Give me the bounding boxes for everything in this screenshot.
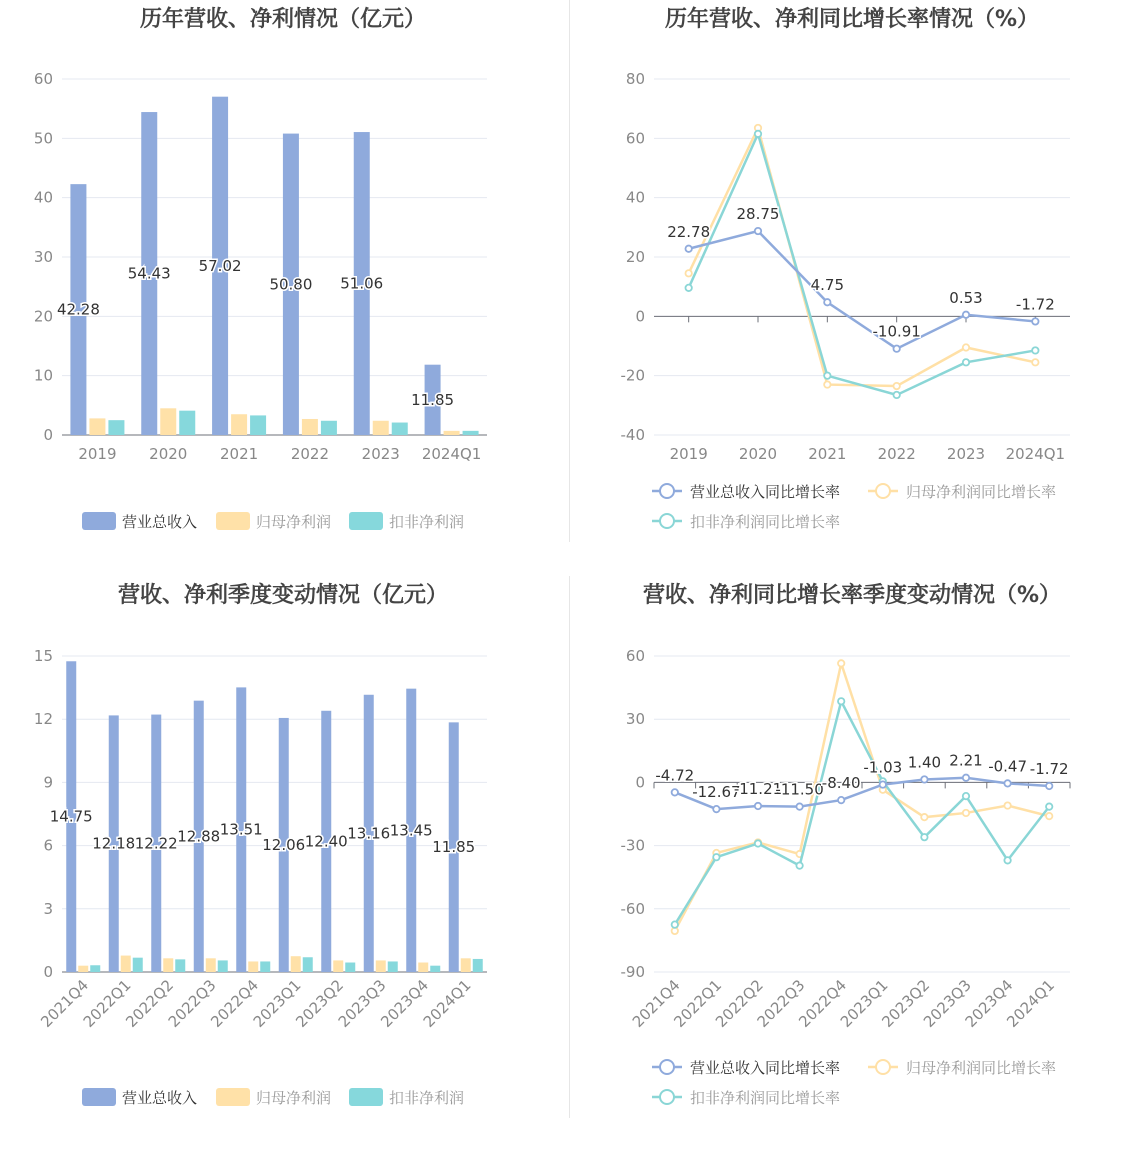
x-category-label: 2023 bbox=[361, 445, 400, 463]
legend-swatch bbox=[82, 512, 116, 530]
x-category-label: 2022Q4 bbox=[795, 976, 851, 1031]
legend-swatch bbox=[349, 512, 383, 530]
line-point-net-profit-growth bbox=[1032, 359, 1038, 365]
bar-net-profit bbox=[206, 958, 216, 972]
y-tick-label: -40 bbox=[620, 426, 645, 444]
y-tick-label: 30 bbox=[625, 710, 645, 729]
line-deducted-profit-growth bbox=[675, 701, 1049, 924]
line-point-revenue-growth bbox=[838, 797, 844, 803]
line-point-net-profit-growth bbox=[921, 814, 927, 820]
legend-label: 扣非净利润同比增长率 bbox=[690, 1089, 841, 1107]
bar-value-label: 42.28 bbox=[56, 300, 100, 319]
y-tick-label: 3 bbox=[43, 899, 53, 918]
line-value-label: -8.40 bbox=[821, 774, 861, 793]
line-point-deducted-profit-growth bbox=[755, 131, 761, 137]
legend-label: 归母净利润同比增长率 bbox=[906, 1059, 1057, 1077]
line-point-revenue-growth bbox=[672, 789, 678, 795]
legend-swatch-marker bbox=[660, 514, 674, 528]
bar-value-label: 12.22 bbox=[134, 834, 178, 853]
legend-swatch bbox=[349, 1088, 383, 1106]
line-value-label: -0.47 bbox=[988, 757, 1028, 776]
bar-net-profit bbox=[373, 421, 389, 435]
y-tick-label: 0 bbox=[43, 963, 53, 981]
annual-revenue-profit-chart bbox=[0, 0, 567, 560]
bar-value-label: 14.75 bbox=[49, 807, 93, 826]
bar-deducted-profit bbox=[345, 963, 355, 972]
x-category-label: 2022Q3 bbox=[753, 976, 809, 1031]
line-value-label: -11.50 bbox=[775, 780, 824, 799]
bar-net-profit bbox=[78, 966, 88, 972]
bar-value-label: 12.18 bbox=[92, 834, 136, 853]
chart-title: 营收、净利同比增长率季度变动情况（%） bbox=[642, 583, 1062, 608]
bar-net-profit bbox=[333, 960, 343, 972]
legend-swatch-marker bbox=[660, 1090, 674, 1104]
legend-label: 营业总收入 bbox=[122, 513, 198, 531]
line-point-deducted-profit-growth bbox=[796, 862, 802, 868]
line-point-revenue-growth bbox=[1004, 780, 1010, 786]
x-category-label: 2024Q1 bbox=[419, 976, 475, 1031]
line-point-deducted-profit-growth bbox=[672, 921, 678, 927]
x-category-label: 2022Q2 bbox=[712, 976, 767, 1031]
bar-value-label: 50.80 bbox=[269, 275, 313, 294]
x-category-label: 2022 bbox=[290, 445, 330, 463]
line-point-net-profit-growth bbox=[824, 381, 830, 387]
line-point-revenue-growth bbox=[755, 803, 761, 809]
bar-net-profit bbox=[302, 419, 318, 435]
bar-net-profit bbox=[231, 414, 247, 435]
line-value-label: 22.78 bbox=[667, 222, 711, 241]
bar-net-profit bbox=[163, 958, 173, 972]
bar-value-label: 12.06 bbox=[262, 835, 306, 854]
line-point-deducted-profit-growth bbox=[755, 840, 761, 846]
line-revenue-growth bbox=[689, 231, 1036, 349]
line-value-label: 28.75 bbox=[736, 205, 780, 224]
bar-deducted-profit bbox=[473, 959, 483, 972]
line-point-revenue-growth bbox=[1032, 318, 1038, 324]
bar-net-profit bbox=[418, 963, 428, 972]
legend-label: 扣非净利润同比增长率 bbox=[690, 513, 841, 531]
legend-swatch-marker bbox=[660, 484, 674, 498]
quarterly-revenue-profit-chart bbox=[0, 570, 567, 1150]
bar-deducted-profit bbox=[108, 420, 124, 435]
line-point-net-profit-growth bbox=[685, 270, 691, 276]
bar-net-profit bbox=[248, 961, 258, 972]
x-category-label: 2022 bbox=[877, 445, 916, 463]
bar-deducted-profit bbox=[175, 959, 185, 972]
line-point-revenue-growth bbox=[963, 312, 969, 318]
x-category-label: 2020 bbox=[149, 445, 188, 463]
bar-deducted-profit bbox=[260, 961, 270, 972]
line-point-net-profit-growth bbox=[893, 383, 899, 389]
y-tick-label: 50 bbox=[33, 129, 53, 148]
x-category-label: 2019 bbox=[78, 445, 117, 463]
line-point-deducted-profit-growth bbox=[713, 854, 719, 860]
line-point-revenue-growth bbox=[713, 806, 719, 812]
line-point-deducted-profit-growth bbox=[963, 359, 969, 365]
y-tick-label: -30 bbox=[620, 836, 645, 855]
x-category-label: 2022Q3 bbox=[164, 976, 220, 1031]
y-tick-label: -60 bbox=[620, 899, 645, 918]
x-category-label: 2023Q2 bbox=[878, 976, 934, 1031]
y-tick-label: 40 bbox=[33, 188, 53, 207]
bar-deducted-profit bbox=[303, 957, 313, 972]
bar-net-profit bbox=[291, 956, 301, 972]
y-tick-label: 0 bbox=[43, 426, 53, 444]
y-tick-label: 20 bbox=[33, 307, 53, 326]
x-category-label: 2023Q3 bbox=[920, 976, 975, 1031]
x-category-label: 2021 bbox=[219, 445, 259, 463]
line-point-revenue-growth bbox=[796, 803, 802, 809]
line-point-deducted-profit-growth bbox=[685, 285, 691, 291]
line-value-label: -10.91 bbox=[872, 322, 921, 341]
legend-label: 归母净利润同比增长率 bbox=[906, 483, 1057, 501]
bar-value-label: 13.45 bbox=[389, 821, 433, 840]
x-category-label: 2022Q2 bbox=[122, 976, 178, 1031]
x-category-label: 2023Q1 bbox=[836, 976, 892, 1031]
bar-deducted-profit bbox=[179, 411, 195, 435]
x-category-label: 2022Q4 bbox=[207, 976, 263, 1031]
legend-swatch bbox=[82, 1088, 116, 1106]
y-tick-label: 20 bbox=[625, 248, 645, 266]
x-category-label: 2024Q1 bbox=[1005, 445, 1066, 463]
y-tick-label: 80 bbox=[625, 70, 645, 88]
x-category-label: 2021Q4 bbox=[37, 976, 93, 1031]
y-tick-label: 40 bbox=[625, 188, 645, 207]
y-tick-label: 9 bbox=[43, 773, 53, 792]
line-value-label: -11.21 bbox=[733, 780, 783, 799]
y-tick-label: 30 bbox=[33, 248, 53, 266]
line-point-net-profit-growth bbox=[963, 344, 969, 350]
x-category-label: 2022Q1 bbox=[670, 976, 726, 1031]
y-tick-label: 12 bbox=[33, 710, 53, 729]
line-deducted-profit-growth bbox=[689, 134, 1036, 395]
bar-net-profit bbox=[461, 958, 471, 972]
line-value-label: -1.72 bbox=[1015, 295, 1055, 314]
line-point-net-profit-growth bbox=[838, 660, 844, 666]
line-point-deducted-profit-growth bbox=[963, 793, 969, 799]
bar-value-label: 11.85 bbox=[432, 838, 476, 857]
bar-deducted-profit bbox=[90, 965, 100, 972]
legend-label: 归母净利润 bbox=[256, 1089, 332, 1107]
bar-deducted-profit bbox=[250, 415, 266, 435]
line-point-deducted-profit-growth bbox=[893, 392, 899, 398]
line-point-deducted-profit-growth bbox=[838, 698, 844, 704]
x-category-label: 2023Q1 bbox=[249, 976, 305, 1031]
bar-deducted-profit bbox=[430, 966, 440, 972]
line-point-deducted-profit-growth bbox=[921, 834, 927, 840]
bar-value-label: 51.06 bbox=[340, 274, 384, 293]
legend-label: 营业总收入 bbox=[122, 1089, 198, 1107]
legend-swatch bbox=[216, 1088, 250, 1106]
y-tick-label: 6 bbox=[43, 836, 53, 855]
y-tick-label: 15 bbox=[33, 647, 53, 665]
legend-label: 归母净利润 bbox=[256, 513, 332, 531]
line-value-label: 2.21 bbox=[949, 751, 983, 770]
bar-value-label: 13.51 bbox=[219, 820, 263, 839]
line-value-label: -1.03 bbox=[863, 758, 903, 777]
line-point-revenue-growth bbox=[1046, 783, 1052, 789]
line-point-revenue-growth bbox=[755, 228, 761, 234]
y-tick-label: 60 bbox=[625, 647, 645, 665]
line-point-deducted-profit-growth bbox=[1032, 347, 1038, 353]
legend-label: 扣非净利润 bbox=[389, 513, 465, 531]
x-category-label: 2023Q2 bbox=[292, 976, 348, 1031]
y-tick-label: -90 bbox=[620, 963, 645, 981]
y-tick-label: 60 bbox=[625, 129, 645, 148]
bar-deducted-profit bbox=[392, 423, 408, 435]
line-point-revenue-growth bbox=[921, 776, 927, 782]
bar-value-label: 11.85 bbox=[411, 390, 455, 409]
legend-swatch-marker bbox=[876, 1060, 890, 1074]
legend-label: 扣非净利润 bbox=[389, 1089, 465, 1107]
line-point-revenue-growth bbox=[880, 781, 886, 787]
line-point-revenue-growth bbox=[963, 775, 969, 781]
x-category-label: 2023Q3 bbox=[334, 976, 390, 1031]
bar-deducted-profit bbox=[218, 960, 228, 972]
line-point-revenue-growth bbox=[824, 299, 830, 305]
line-value-label: -1.72 bbox=[1029, 760, 1069, 779]
bar-deducted-profit bbox=[321, 421, 337, 435]
bar-value-label: 57.02 bbox=[198, 256, 242, 275]
legend-swatch bbox=[216, 512, 250, 530]
legend-swatch-marker bbox=[876, 484, 890, 498]
bar-net-profit bbox=[376, 960, 386, 972]
x-category-label: 2020 bbox=[738, 445, 778, 463]
bar-value-label: 12.40 bbox=[304, 832, 348, 851]
bar-value-label: 54.43 bbox=[127, 264, 171, 283]
annual-growth-rate-chart bbox=[570, 0, 1134, 560]
line-point-deducted-profit-growth bbox=[1046, 803, 1052, 809]
line-point-net-profit-growth bbox=[1046, 813, 1052, 819]
line-point-net-profit-growth bbox=[1004, 802, 1010, 808]
y-tick-label: 10 bbox=[33, 366, 53, 385]
y-tick-label: 60 bbox=[33, 70, 53, 88]
bar-net-profit bbox=[160, 408, 176, 435]
bar-net-profit bbox=[444, 431, 460, 435]
x-category-label: 2022Q1 bbox=[79, 976, 135, 1031]
bar-deducted-profit bbox=[388, 961, 398, 972]
chart-title: 营收、净利季度变动情况（亿元） bbox=[117, 583, 449, 608]
line-point-deducted-profit-growth bbox=[1004, 857, 1010, 863]
legend-label: 营业总收入同比增长率 bbox=[690, 1059, 841, 1077]
x-category-label: 2024Q1 bbox=[1003, 976, 1059, 1031]
y-tick-label: -20 bbox=[620, 366, 645, 385]
x-category-label: 2023Q4 bbox=[961, 976, 1017, 1031]
line-point-revenue-growth bbox=[893, 345, 899, 351]
x-category-label: 2021Q4 bbox=[628, 976, 684, 1031]
line-value-label: 1.40 bbox=[907, 753, 942, 772]
line-point-revenue-growth bbox=[685, 246, 691, 252]
x-category-label: 2021 bbox=[808, 445, 847, 463]
legend-swatch-marker bbox=[660, 1060, 674, 1074]
line-point-net-profit-growth bbox=[963, 810, 969, 816]
bar-deducted-profit bbox=[133, 958, 143, 972]
chart-title: 历年营收、净利同比增长率情况（%） bbox=[664, 7, 1040, 32]
bar-net-profit bbox=[89, 418, 105, 435]
x-category-label: 2023Q4 bbox=[377, 976, 433, 1031]
bar-deducted-profit bbox=[463, 431, 479, 435]
line-point-deducted-profit-growth bbox=[824, 372, 830, 378]
y-tick-label: 0 bbox=[635, 307, 645, 326]
line-value-label: 4.75 bbox=[810, 276, 845, 295]
y-tick-label: 0 bbox=[635, 773, 645, 792]
x-category-label: 2024Q1 bbox=[421, 445, 482, 463]
legend-label: 营业总收入同比增长率 bbox=[690, 483, 841, 501]
line-value-label: 0.53 bbox=[949, 288, 983, 307]
line-value-label: -4.72 bbox=[655, 766, 695, 785]
x-category-label: 2019 bbox=[669, 445, 708, 463]
quarterly-growth-rate-chart bbox=[570, 570, 1134, 1150]
x-category-label: 2023 bbox=[946, 445, 986, 463]
bar-value-label: 13.16 bbox=[347, 824, 391, 843]
bar-value-label: 12.88 bbox=[177, 827, 221, 846]
bar-net-profit bbox=[121, 956, 131, 972]
line-value-label: -12.67 bbox=[692, 783, 741, 802]
chart-title: 历年营收、净利情况（亿元） bbox=[139, 7, 427, 32]
